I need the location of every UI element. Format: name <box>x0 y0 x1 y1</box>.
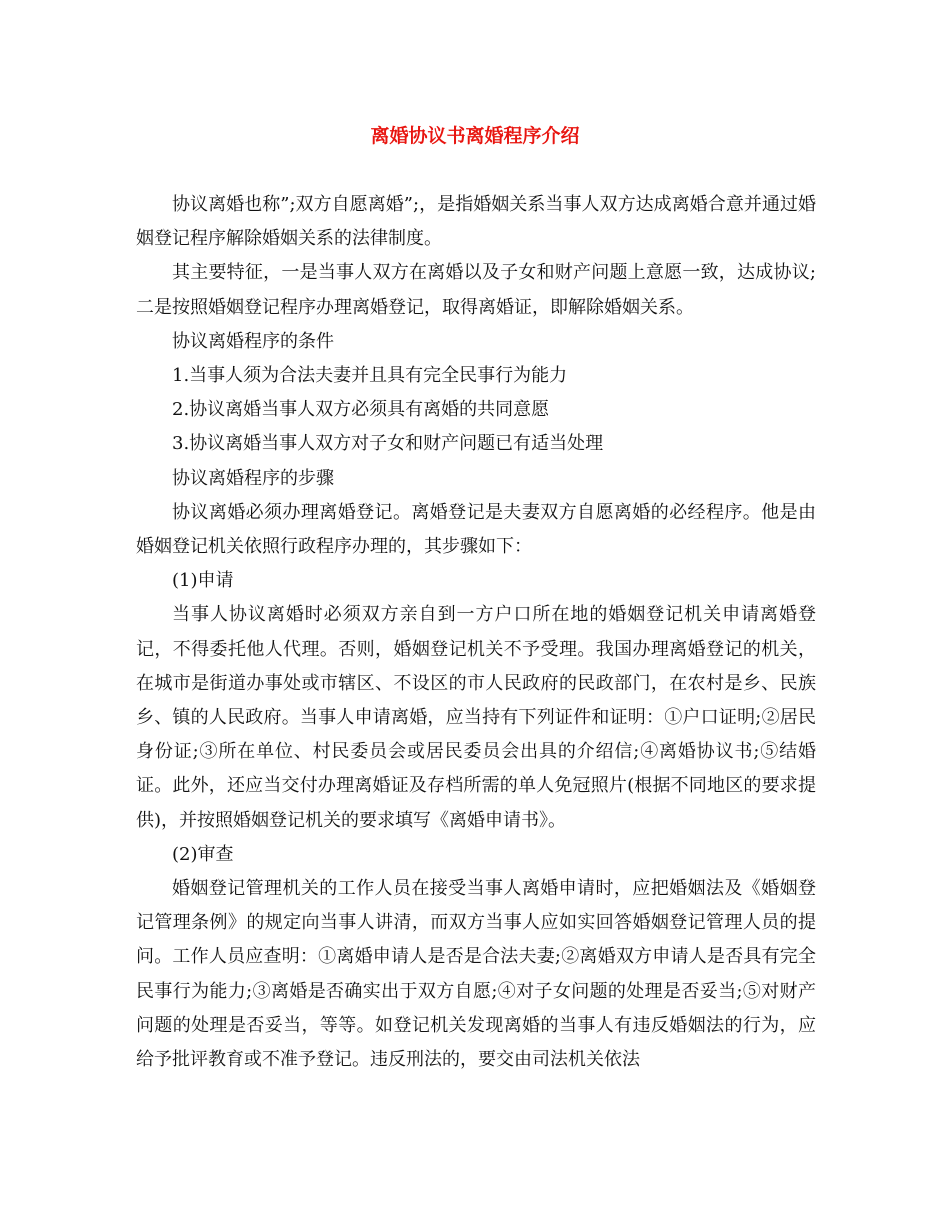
paragraph-apply: 当事人协议离婚时必须双方亲自到一方户口所在地的婚姻登记机关申请离婚登记，不得委托他人代理。否则，婚姻登记机关不予受理。我国办理离婚登记的机关，在城市是街道办事处或市辖区、不设区的市人民政府的民政部门，在农村是乡、民族乡、镇的人民政府。当事人申请离婚，应当持有下列证件和证明：①户口证明;②居民身份证;③所在单位、村民委员会或居民委员会出具的介绍信;④离婚协议书;⑤结婚证。此外，还应当交付办理离婚证及存档所需的单人免冠照片(根据不同地区的要求提供)，并按照婚姻登记机关的要求填写《离婚申请书》。 <box>136 604 816 831</box>
section-heading-steps: 协议离婚程序的步骤 <box>172 467 334 489</box>
step-heading-review: (2)审查 <box>172 843 234 865</box>
step-heading-apply: (1)申请 <box>172 570 234 592</box>
paragraph-features: 其主要特征，一是当事人双方在离婚以及子女和财产问题上意愿一致，达成协议;二是按照婚姻登记程序办理离婚登记，取得离婚证，即解除婚姻关系。 <box>136 262 816 318</box>
condition-item-3: 3.协议离婚当事人双方对子女和财产问题已有适当处理 <box>172 433 604 455</box>
paragraph-definition: 协议离婚也称”;双方自愿离婚”;，是指婚姻关系当事人双方达成离婚合意并通过婚姻登记程序解除婚姻关系的法律制度。 <box>136 194 816 250</box>
condition-item-1: 1.当事人须为合法夫妻并且具有完全民事行为能力 <box>172 365 568 387</box>
paragraph-review: 婚姻登记管理机关的工作人员在接受当事人离婚申请时，应把婚姻法及《婚姻登记管理条例》的规定向当事人讲清，而双方当事人应如实回答婚姻登记管理人员的提问。工作人员应查明：①离婚申请人是否是合法夫妻;②离婚双方申请人是否具有完全民事行为能力;③离婚是否确实出于双方自愿;④对子女问题的处理是否妥当;⑤对财产问题的处理是否妥当，等等。如登记机关发现离婚的当事人有违反婚姻法的行为，应给予批评教育或不准予登记。违反刑法的，要交由司法机关依法 <box>136 878 816 1071</box>
document-title: 离婚协议书离婚程序介绍 <box>370 125 580 147</box>
document-body <box>136 188 816 1077</box>
paragraph-steps-intro: 协议离婚必须办理离婚登记。离婚登记是夫妻双方自愿离婚的必经程序。他是由婚姻登记机关依照行政程序办理的，其步骤如下： <box>136 501 816 558</box>
condition-item-2: 2.协议离婚当事人双方必须具有离婚的共同意愿 <box>172 399 550 421</box>
section-heading-conditions: 协议离婚程序的条件 <box>172 330 334 352</box>
